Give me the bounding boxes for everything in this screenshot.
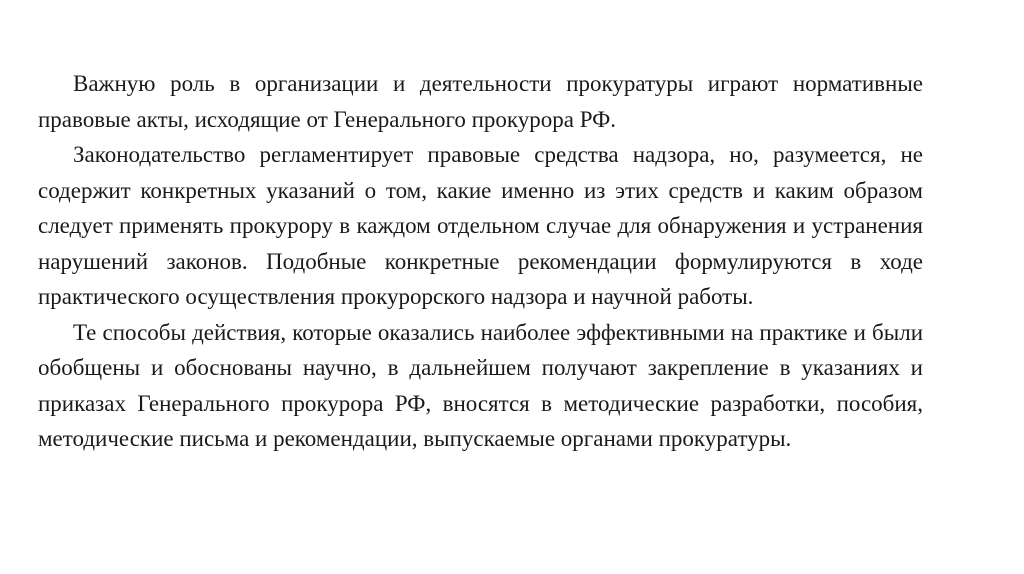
paragraph-3: Те способы действия, которые оказались наиболее эффективными на практике и были обобщены и обоснованы научно, в дальнейшем получают закрепление в указаниях и приказах Генерального прокурора РФ, вносятся в методические разработки, пособия, методические письма и рекомендации, выпускаемые органами прокуратуры. [38,319,923,451]
paragraph-1: Важную роль в организации и деятельности прокуратуры играют нормативные правовые акты, исходящие от Генерального прокурора РФ. [38,71,923,132]
paragraph-2: Законодательство регламентирует правовые средства надзора, но, разумеется, не содержит конкретных указаний о том, какие именно из этих средств и каким образом следует применять прокурору в каждом отдельном случае для обнаружения и устранения нарушений законов. Подобные конкретные рекомендации формулируются в ходе практического осуществления прокурорского надзора и научной работы. [38,142,923,309]
document-body [38,66,923,457]
